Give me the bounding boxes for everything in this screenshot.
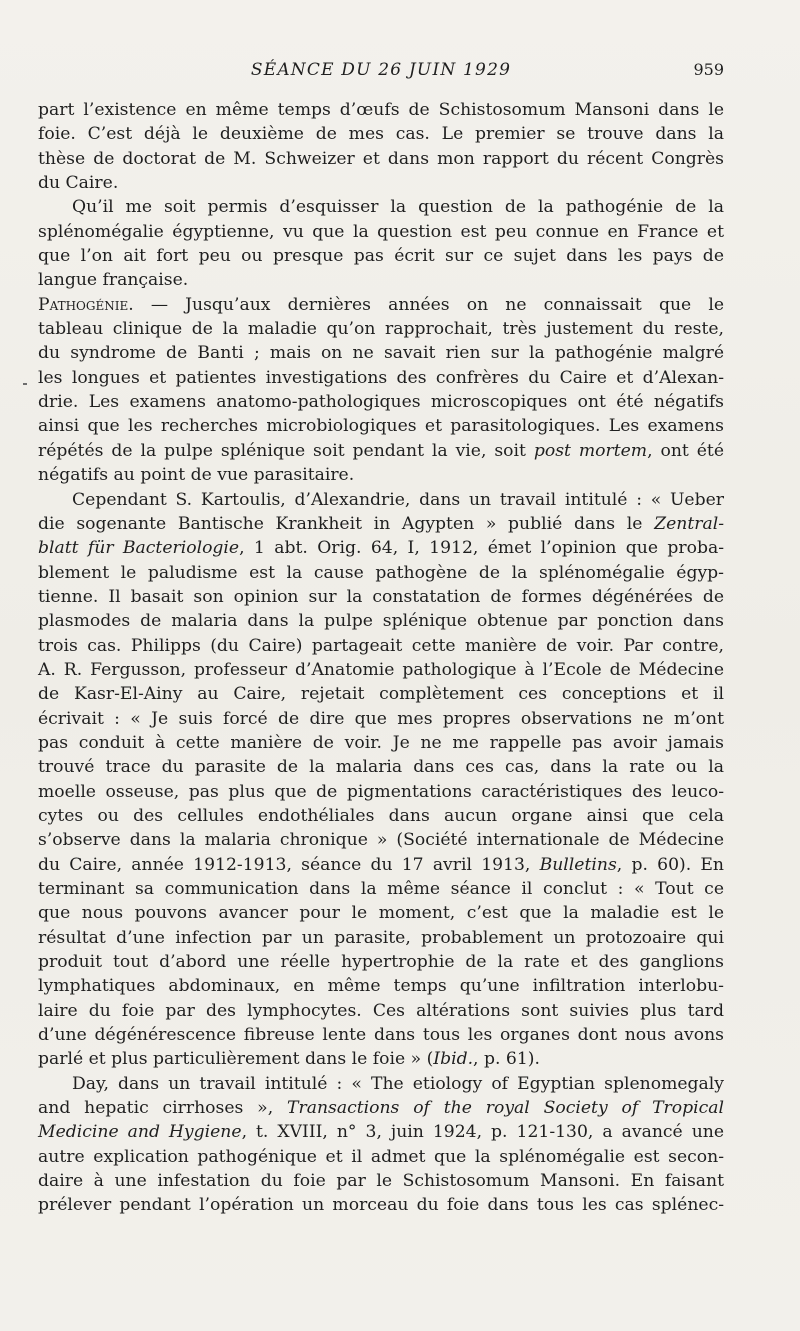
text-line: produit tout d’abord une réelle hypertrophie de la rate et des ganglions [38, 952, 724, 973]
section-line-text: — Jusqu’aux dernières années on ne connaissait que le [133, 294, 724, 315]
text-line: foie. C’est déjà le deuxième de mes cas. Le premier se trouve dans la [38, 124, 724, 145]
text-line: résultat d’une infection par un parasite, probablement un protozoaire qui [38, 927, 724, 948]
italic-fragment: Zentral- [654, 513, 724, 534]
line-fragment: , ont été [647, 440, 724, 461]
line-fragment: and hepatic cirrhoses », [38, 1098, 288, 1119]
text-line [38, 512, 724, 536]
text-line: daire à une infestation du foie par le Schistosomum Mansoni. En faisant [38, 1171, 724, 1192]
italic-fragment: Ibid. [433, 1049, 474, 1070]
text-line [38, 1120, 724, 1144]
text-line: Day, dans un travail intitulé : « The etiology of Egyptian splenomegaly [72, 1073, 724, 1094]
text-line [38, 439, 724, 463]
text-line: que l’on ait fort peu ou presque pas écrit sur ce sujet dans les pays de [38, 246, 724, 267]
text-line: splénomégalie égyptienne, vu que la question est peu connue en France et [38, 221, 724, 242]
text-line: tienne. Il basait son opinion sur la constatation de formes dégénérées de [38, 586, 724, 607]
text-line [38, 853, 724, 877]
line-fragment: , p. 60). En [616, 854, 724, 875]
text-line [38, 536, 724, 560]
text-line: d’une dégénérescence fibreuse lente dans tous les organes dont nous avons [38, 1025, 724, 1046]
text-line: terminant sa communication dans la même séance il conclut : « Tout ce [38, 879, 724, 899]
text-line: trouvé trace du parasite de la malaria dans ces cas, dans la rate ou la [38, 757, 724, 778]
italic-fragment: blatt für Bacteriologie [38, 538, 240, 559]
text-line: ainsi que les recherches microbiologiques et parasitologiques. Les examens [38, 416, 724, 437]
text-line: drie. Les examens anatomo-pathologiques microscopiques ont été négatifs [38, 392, 724, 413]
margin-mark [23, 383, 27, 385]
text-line: trois cas. Philipps (du Caire) partageait cette manière de voir. Par contre, [38, 635, 724, 656]
text-line: langue française. [38, 270, 189, 291]
text-line: A. R. Fergusson, professeur d’Anatomie pathologique à l’Ecole de Médecine [38, 659, 724, 680]
text-line: pas conduit à cette manière de voir. Je ne me rappelle pas avoir jamais [38, 732, 724, 753]
page-number: 959 [693, 60, 724, 79]
text-line: du syndrome de Banti ; mais on ne savait rien sur la pathogénie malgré [38, 343, 724, 364]
body-text [38, 98, 724, 1218]
text-line: laire du foie par des lymphocytes. Ces altérations sont suivies plus tard [38, 1000, 724, 1021]
italic-fragment: post mortem [533, 440, 648, 461]
italic-fragment: Bulletins [539, 854, 617, 875]
text-line: prélever pendant l’opération un morceau du foie dans tous les cas splénec- [38, 1195, 724, 1216]
line-fragment: , t. XVIII, n° 3, juin 1924, p. 121-130, a avancé une [241, 1122, 724, 1143]
text-line: s’observe dans la malaria chronique » (Société internationale de Médecine [38, 830, 724, 851]
text-line: thèse de doctorat de M. Schweizer et dans mon rapport du récent Congrès [38, 148, 724, 169]
text-line [38, 293, 724, 317]
text-line: cytes ou des cellules endothéliales dans aucun organe ainsi que cela [38, 805, 724, 826]
line-fragment: , p. 61). [473, 1049, 540, 1070]
text-line: de Kasr-El-Ainy au Caire, rejetait complètement ces conceptions et il [38, 684, 724, 705]
line-fragment: répétés de la pulpe splénique soit pendant la vie, soit [38, 440, 534, 461]
section-label: Pathogénie. [38, 294, 134, 315]
line-fragment: die sogenante Bantische Krankheit in Agypten » publié dans le [38, 513, 655, 534]
text-line: négatifs au point de vue parasitaire. [38, 465, 355, 486]
text-line: que nous pouvons avancer pour le moment, c’est que la maladie est le [38, 903, 724, 924]
text-line: écrivait : « Je suis forcé de dire que mes propres observations ne m’ont [38, 708, 724, 729]
text-line: tableau clinique de la maladie qu’on rapprochait, très justement du reste, [38, 319, 724, 340]
italic-fragment: Transactions of the royal Society of Tropical [287, 1098, 724, 1119]
line-fragment: , 1 abt. Orig. 64, I, 1912, émet l’opinion que proba- [239, 538, 724, 559]
text-line: blement le paludisme est la cause pathogène de la splénomégalie égyp- [38, 562, 724, 583]
text-line [38, 1096, 724, 1120]
line-fragment: Cependant S. Kartoulis, d’Alexandrie, dans un travail intitulé : « Ueber [72, 489, 724, 510]
text-line: plasmodes de malaria dans la pulpe splénique obtenue par ponction dans [38, 611, 724, 632]
text-line: lymphatiques abdominaux, en même temps qu’une infiltration interlobu- [38, 976, 724, 997]
text-line [38, 1047, 724, 1071]
italic-fragment: Medicine and Hygiene [38, 1122, 242, 1143]
text-line: moelle osseuse, pas plus que de pigmentations caractéristiques des leuco- [38, 781, 724, 802]
text-line: du Caire. [38, 173, 119, 194]
text-line: les longues et patientes investigations des confrères du Caire et d’Alexan- [38, 367, 724, 388]
line-fragment: parlé et plus particulièrement dans le foie » ( [38, 1049, 434, 1070]
text-line: Qu’il me soit permis d’esquisser la question de la pathogénie de la [72, 197, 724, 218]
running-head [38, 58, 724, 82]
text-line: part l’existence en même temps d’œufs de Schistosomum Mansoni dans le [38, 100, 724, 120]
line-fragment: du Caire, année 1912-1913, séance du 17 avril 1913, [38, 854, 540, 875]
text-line [38, 488, 724, 512]
running-title: SÉANCE DU 26 JUIN 1929 [250, 60, 512, 80]
text-line: autre explication pathogénique et il admet que la splénomégalie est secon- [38, 1146, 724, 1167]
